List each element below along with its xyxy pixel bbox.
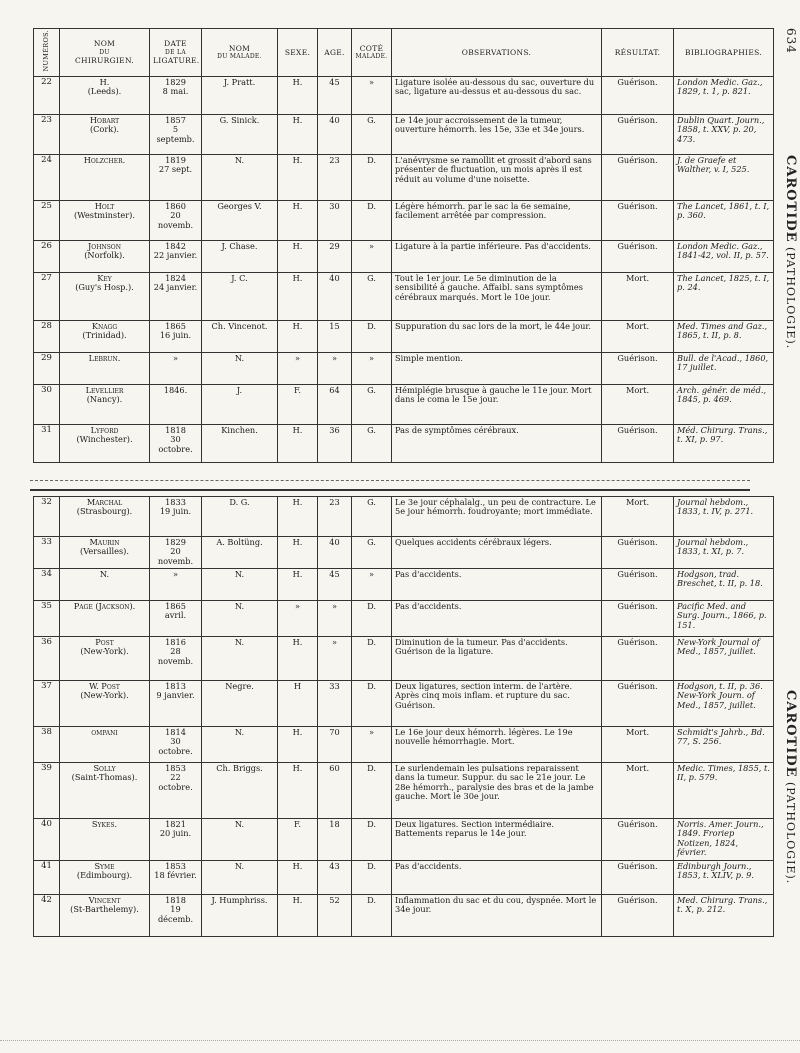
patient-name: N. [202, 155, 278, 201]
row-number: 26 [34, 241, 60, 273]
observations-text: Ligature isolée au-dessous du sac, ouverture du sac, ligature au-dessus et au-dessous du sac. [392, 77, 602, 115]
page-number: 634 [784, 28, 798, 54]
table-row [34, 861, 774, 895]
patient-sex: H. [278, 497, 318, 537]
patient-age: 40 [318, 115, 352, 155]
patient-name: D. G. [202, 497, 278, 537]
affected-side: D. [352, 681, 392, 727]
surgeon-name: Levellier (Nancy). [60, 385, 150, 425]
bibliography-text: Hodgson, trad. Breschet, t. II, p. 18. [674, 569, 774, 601]
affected-side: G. [352, 385, 392, 425]
observations-text: Deux ligatures, section interm. de l'artère. Après cinq mois inflam. et rupture du sac. Guérison. [392, 681, 602, 727]
surgeon-name: W. Post (New-York). [60, 681, 150, 727]
row-number: 39 [34, 763, 60, 819]
col-header-chirurgien: NOM DU CHIRURGIEN. [60, 29, 150, 77]
page-bottom-edge [0, 1040, 800, 1047]
bibliography-text: Schmidt's Jahrb., Bd. 77, S. 256. [674, 727, 774, 763]
observations-text: Diminution de la tumeur. Pas d'accidents. Guérison de la ligature. [392, 637, 602, 681]
patient-name: Kinchen. [202, 425, 278, 463]
col-header-date: DATE DE LA LIGATURE. [150, 29, 202, 77]
side-title-bottom: CAROTIDE (PATHOLOGIE). [783, 690, 798, 885]
surgeon-name: Maurin (Versailles). [60, 537, 150, 569]
affected-side: D. [352, 861, 392, 895]
ligature-date: 1829 20 novemb. [150, 537, 202, 569]
bibliography-text: Journal hebdom., 1833, t. XI, p. 7. [674, 537, 774, 569]
table-row [34, 385, 774, 425]
row-number: 29 [34, 353, 60, 385]
table-row [34, 637, 774, 681]
col-header-bibliographies: BIBLIOGRAPHIES. [674, 29, 774, 77]
result-text: Mort. [602, 727, 674, 763]
patient-age: 64 [318, 385, 352, 425]
bibliography-text: Pacific Med. and Surg. Journ., 1866, p. 151. [674, 601, 774, 637]
row-number: 33 [34, 537, 60, 569]
ligature-date: » [150, 569, 202, 601]
surgeon-name: N. [60, 569, 150, 601]
patient-sex: » [278, 353, 318, 385]
ligature-date: 1819 27 sept. [150, 155, 202, 201]
observations-text: Deux ligatures. Section intermédiaire. Battements reparus le 14e jour. [392, 819, 602, 861]
patient-sex: H. [278, 77, 318, 115]
ligature-date: 1816 28 novemb. [150, 637, 202, 681]
patient-name: N. [202, 569, 278, 601]
patient-age: 70 [318, 727, 352, 763]
result-text: Guérison. [602, 115, 674, 155]
patient-sex: » [278, 601, 318, 637]
page-tear-divider [30, 480, 750, 491]
table-row [34, 115, 774, 155]
table-row [34, 201, 774, 241]
surgeon-name: H. (Leeds). [60, 77, 150, 115]
bibliography-text: Arch. génér. de méd., 1845, p. 469. [674, 385, 774, 425]
result-text: Guérison. [602, 681, 674, 727]
affected-side: » [352, 569, 392, 601]
patient-age: 18 [318, 819, 352, 861]
result-text: Guérison. [602, 569, 674, 601]
bibliography-text: Med. Times and Gaz., 1865, t. II, p. 8. [674, 321, 774, 353]
ligature-date: 1814 30 octobre. [150, 727, 202, 763]
row-number: 31 [34, 425, 60, 463]
affected-side: D. [352, 763, 392, 819]
affected-side: G. [352, 273, 392, 321]
ligature-date: 1860 20 novemb. [150, 201, 202, 241]
result-text: Guérison. [602, 425, 674, 463]
observations-text: Hémiplégie brusque à gauche le 11e jour. Mort dans le coma le 15e jour. [392, 385, 602, 425]
table-row [34, 819, 774, 861]
surgeon-name: Vincent (St-Barthelemy). [60, 895, 150, 937]
row-number: 42 [34, 895, 60, 937]
patient-name: J. C. [202, 273, 278, 321]
patient-sex: H. [278, 321, 318, 353]
patient-name: N. [202, 819, 278, 861]
bibliography-text: Edinburgh Journ., 1853, t. XLIV, p. 9. [674, 861, 774, 895]
ligature-date: 1865 avril. [150, 601, 202, 637]
observations-text: Le surlendemain les pulsations reparaissent dans la tumeur. Suppur. du sac le 21e jour. Le 28e hémorrh., paralysie des bras et de la jambe gauche. Mort le 30e jour. [392, 763, 602, 819]
result-text: Guérison. [602, 241, 674, 273]
patient-sex: H. [278, 425, 318, 463]
observations-text: Légère hémorrh. par le sac la 6e semaine, facilement arrêtée par compression. [392, 201, 602, 241]
col-header-resultat: RÉSULTAT. [602, 29, 674, 77]
affected-side: G. [352, 425, 392, 463]
patient-sex: F. [278, 819, 318, 861]
table-row [34, 321, 774, 353]
affected-side: G. [352, 497, 392, 537]
observations-text: Le 3e jour céphalalg., un peu de contracture. Le 5e jour hémorrh. foudroyante; mort immédiate. [392, 497, 602, 537]
bibliography-text: London Medic. Gaz., 1841-42, vol. II, p. 57. [674, 241, 774, 273]
patient-sex: H. [278, 241, 318, 273]
patient-name: G. Sinick. [202, 115, 278, 155]
col-header-age: AGE. [318, 29, 352, 77]
row-number: 34 [34, 569, 60, 601]
result-text: Mort. [602, 763, 674, 819]
row-number: 40 [34, 819, 60, 861]
ligature-date: 1853 18 février. [150, 861, 202, 895]
patient-age: 23 [318, 155, 352, 201]
bibliography-text: Med. Chirurg. Trans., t. X, p. 212. [674, 895, 774, 937]
patient-age: » [318, 353, 352, 385]
result-text: Guérison. [602, 819, 674, 861]
patient-sex: H. [278, 201, 318, 241]
observations-text: Pas d'accidents. [392, 601, 602, 637]
patient-name: N. [202, 353, 278, 385]
observations-text: Inflammation du sac et du cou, dyspnée. Mort le 34e jour. [392, 895, 602, 937]
table-row [34, 155, 774, 201]
affected-side: D. [352, 155, 392, 201]
observations-text: Ligature à la partie inférieure. Pas d'accidents. [392, 241, 602, 273]
row-number: 36 [34, 637, 60, 681]
affected-side: G. [352, 115, 392, 155]
result-text: Guérison. [602, 537, 674, 569]
affected-side: » [352, 727, 392, 763]
table-row [34, 681, 774, 727]
result-text: Guérison. [602, 895, 674, 937]
observations-text: Tout le 1er jour. Le 5e diminution de la sensibilité à gauche. Affaibl. sans symptômes cérébraux marqués. Mort le 10e jour. [392, 273, 602, 321]
patient-sex: H. [278, 115, 318, 155]
observations-text: Le 14e jour accroissement de la tumeur, ouverture hémorrh. les 15e, 33e et 34e jours. [392, 115, 602, 155]
surgeon-name: Lebrun. [60, 353, 150, 385]
ligature-date: 1853 22 octobre. [150, 763, 202, 819]
row-number: 23 [34, 115, 60, 155]
ligature-date: 1813 9 janvier. [150, 681, 202, 727]
affected-side: » [352, 241, 392, 273]
patient-age: 15 [318, 321, 352, 353]
surgeon-name: Post (New-York). [60, 637, 150, 681]
ligature-date: 1818 19 décemb. [150, 895, 202, 937]
observations-text: Pas d'accidents. [392, 861, 602, 895]
bibliography-text: Journal hebdom., 1833, t. IV, p. 271. [674, 497, 774, 537]
patient-age: 40 [318, 273, 352, 321]
observations-text: Le 16e jour deux hémorrh. légères. Le 19e nouvelle hémorrhagie. Mort. [392, 727, 602, 763]
patient-age: » [318, 637, 352, 681]
table-row [34, 537, 774, 569]
affected-side: D. [352, 819, 392, 861]
ligature-date: 1865 16 juin. [150, 321, 202, 353]
row-number: 35 [34, 601, 60, 637]
patient-name: N. [202, 861, 278, 895]
row-number: 28 [34, 321, 60, 353]
patient-sex: H. [278, 727, 318, 763]
observations-text: Pas de symptômes cérébraux. [392, 425, 602, 463]
patient-sex: H. [278, 155, 318, 201]
affected-side: » [352, 77, 392, 115]
row-number: 41 [34, 861, 60, 895]
patient-sex: H. [278, 273, 318, 321]
surgeon-name: Solly (Saint-Thomas). [60, 763, 150, 819]
col-header-observations: OBSERVATIONS. [392, 29, 602, 77]
patient-age: 52 [318, 895, 352, 937]
ligature-table-top [33, 28, 774, 463]
observations-text: Suppuration du sac lors de la mort, le 44e jour. [392, 321, 602, 353]
bibliography-text: The Lancet, 1825, t. I, p. 24. [674, 273, 774, 321]
patient-name: J. Humphriss. [202, 895, 278, 937]
patient-age: 36 [318, 425, 352, 463]
affected-side: D. [352, 321, 392, 353]
observations-text: Quelques accidents cérébraux légers. [392, 537, 602, 569]
row-number: 37 [34, 681, 60, 727]
surgeon-name: Holt (Westminster). [60, 201, 150, 241]
table-row [34, 763, 774, 819]
patient-sex: H. [278, 895, 318, 937]
ligature-date: » [150, 353, 202, 385]
bibliography-text: Hodgson, t. II, p. 36. New-York Journ. of Med., 1857, juillet. [674, 681, 774, 727]
result-text: Guérison. [602, 77, 674, 115]
col-header-sexe: SEXE. [278, 29, 318, 77]
patient-age: » [318, 601, 352, 637]
patient-sex: H. [278, 763, 318, 819]
result-text: Guérison. [602, 353, 674, 385]
result-text: Guérison. [602, 201, 674, 241]
patient-name: N. [202, 727, 278, 763]
affected-side: G. [352, 537, 392, 569]
observations-text: Simple mention. [392, 353, 602, 385]
patient-age: 45 [318, 77, 352, 115]
result-text: Mort. [602, 321, 674, 353]
bibliography-text: New-York Journal of Med., 1857, juillet. [674, 637, 774, 681]
bibliography-text: London Medic. Gaz., 1829, t. 1, p. 821. [674, 77, 774, 115]
ligature-date: 1818 30 octobre. [150, 425, 202, 463]
affected-side: D. [352, 637, 392, 681]
affected-side: D. [352, 201, 392, 241]
row-number: 22 [34, 77, 60, 115]
patient-sex: H. [278, 537, 318, 569]
col-header-cote: COTÉ MALADE. [352, 29, 392, 77]
patient-sex: H. [278, 861, 318, 895]
patient-sex: F. [278, 385, 318, 425]
table-row [34, 77, 774, 115]
table-row [34, 895, 774, 937]
table-row [34, 601, 774, 637]
surgeon-name: Knagg (Trinidad). [60, 321, 150, 353]
row-number: 30 [34, 385, 60, 425]
observations-text: L'anévrysme se ramollit et grossit d'abord sans présenter de fluctuation, un mois après il est réduit au volume d'une noisette. [392, 155, 602, 201]
surgeon-name: Sykes. [60, 819, 150, 861]
patient-age: 60 [318, 763, 352, 819]
table-row [34, 273, 774, 321]
patient-age: 45 [318, 569, 352, 601]
table-body-bottom [34, 497, 774, 937]
ligature-date: 1833 19 juin. [150, 497, 202, 537]
bibliography-text: J. de Graefe et Walther, v. I, 525. [674, 155, 774, 201]
table-row [34, 497, 774, 537]
ligature-date: 1824 24 janvier. [150, 273, 202, 321]
ligature-date: 1846. [150, 385, 202, 425]
surgeon-name: Marchal (Strasbourg). [60, 497, 150, 537]
col-header-malade: NOM DU MALADE. [202, 29, 278, 77]
surgeon-name: Hobart (Cork). [60, 115, 150, 155]
row-number: 27 [34, 273, 60, 321]
surgeon-name: Key (Guy's Hosp.). [60, 273, 150, 321]
table-row [34, 425, 774, 463]
table-row [34, 569, 774, 601]
affected-side: » [352, 353, 392, 385]
result-text: Mort. [602, 273, 674, 321]
patient-sex: H. [278, 637, 318, 681]
bibliography-text: The Lancet, 1861, t. I, p. 360. [674, 201, 774, 241]
patient-sex: H. [278, 569, 318, 601]
bibliography-text: Medic. Times, 1855, t. II, p. 579. [674, 763, 774, 819]
surgeon-name: Johnson (Norfolk). [60, 241, 150, 273]
result-text: Guérison. [602, 601, 674, 637]
row-number: 25 [34, 201, 60, 241]
table-row [34, 353, 774, 385]
patient-age: 23 [318, 497, 352, 537]
result-text: Mort. [602, 497, 674, 537]
surgeon-name: ompani [60, 727, 150, 763]
affected-side: D. [352, 895, 392, 937]
table-body-top [34, 77, 774, 463]
result-text: Guérison. [602, 861, 674, 895]
table-row [34, 727, 774, 763]
observations-text: Pas d'accidents. [392, 569, 602, 601]
patient-name: A. Boltüng. [202, 537, 278, 569]
surgeon-name: Lyford (Winchester). [60, 425, 150, 463]
row-number: 24 [34, 155, 60, 201]
result-text: Mort. [602, 385, 674, 425]
ligature-date: 1857 5 septemb. [150, 115, 202, 155]
patient-name: J. [202, 385, 278, 425]
ligature-date: 1829 8 mai. [150, 77, 202, 115]
row-number: 38 [34, 727, 60, 763]
patient-age: 30 [318, 201, 352, 241]
patient-sex: H [278, 681, 318, 727]
ligature-date: 1842 22 janvier. [150, 241, 202, 273]
patient-age: 29 [318, 241, 352, 273]
patient-name: Negre. [202, 681, 278, 727]
bibliography-text: Méd. Chirurg. Trans., t. XI, p. 97. [674, 425, 774, 463]
patient-age: 43 [318, 861, 352, 895]
col-header-numeros: NUMÉROS. [34, 29, 60, 77]
bibliography-text: Norris. Amer. Journ., 1849. Froriep Notizen, 1824, février. [674, 819, 774, 861]
surgeon-name: Page (Jackson). [60, 601, 150, 637]
patient-name: Ch. Vincenot. [202, 321, 278, 353]
surgeon-name: Syme (Edimbourg). [60, 861, 150, 895]
patient-name: Ch. Briggs. [202, 763, 278, 819]
affected-side: D. [352, 601, 392, 637]
side-title-top: CAROTIDE (PATHOLOGIE). [783, 155, 798, 350]
patient-name: Georges V. [202, 201, 278, 241]
patient-name: N. [202, 637, 278, 681]
surgeon-name: Holzcher. [60, 155, 150, 201]
patient-age: 33 [318, 681, 352, 727]
result-text: Guérison. [602, 155, 674, 201]
result-text: Guérison. [602, 637, 674, 681]
ligature-date: 1821 20 juin. [150, 819, 202, 861]
table-header-row [34, 29, 774, 77]
ligature-table-bottom [33, 496, 774, 937]
row-number: 32 [34, 497, 60, 537]
bibliography-text: Bull. de l'Acad., 1860, 17 juillet. [674, 353, 774, 385]
bibliography-text: Dublin Quart. Journ., 1858, t. XXV, p. 20, 473. [674, 115, 774, 155]
patient-name: J. Chase. [202, 241, 278, 273]
patient-name: J. Pratt. [202, 77, 278, 115]
patient-name: N. [202, 601, 278, 637]
table-row [34, 241, 774, 273]
patient-age: 40 [318, 537, 352, 569]
